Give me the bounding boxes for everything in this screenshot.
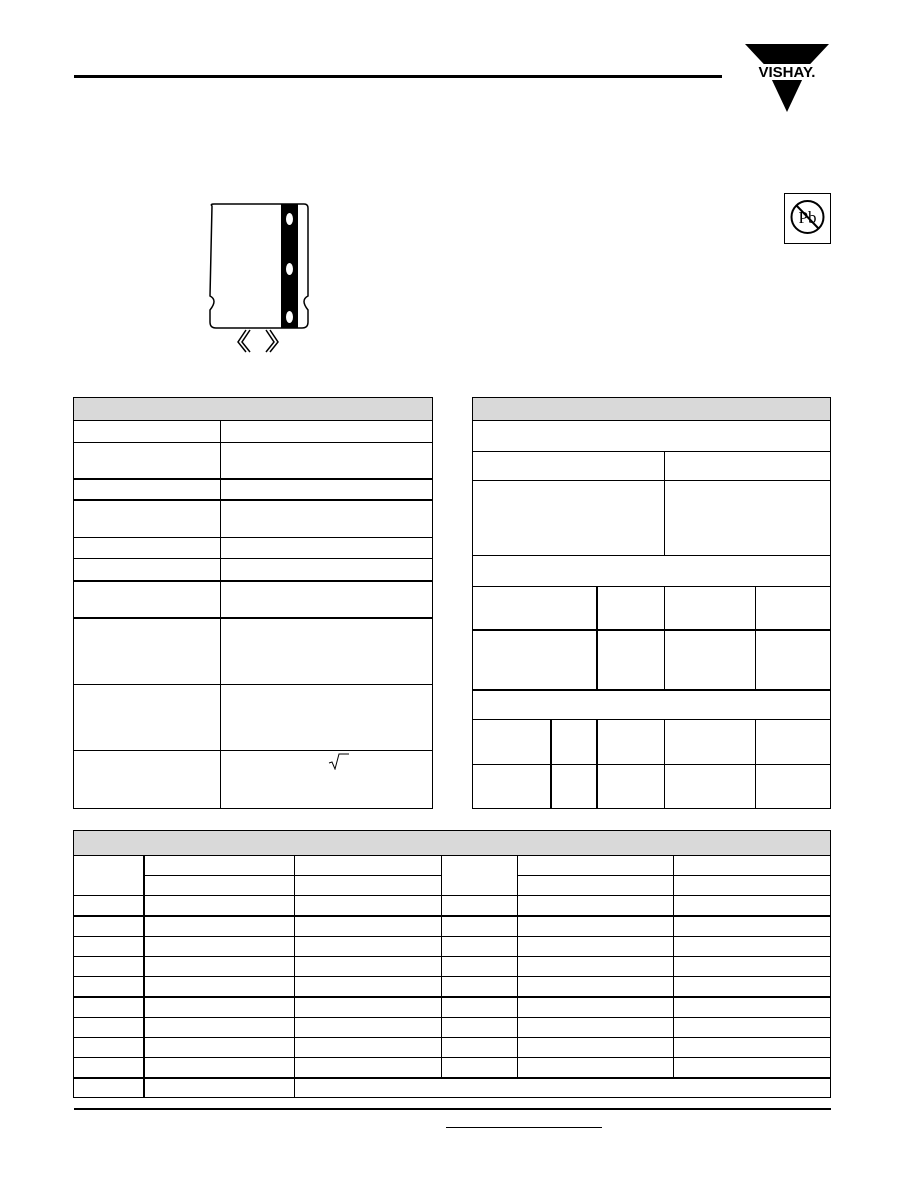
vishay-logo [741,40,833,114]
quick-reference-table-header [74,398,432,421]
footer-link-underline[interactable] [446,1127,602,1128]
square-root-symbol [328,752,350,770]
lead-free-icon [784,193,831,244]
capacitor-illustration [200,200,320,360]
ordering-table [472,397,831,809]
logo-text: VISHAY. [758,64,816,81]
lead-free-badge-text: Pb [798,208,817,227]
header-rule [74,75,722,78]
parts-table [73,830,831,1098]
ordering-table-header [473,398,830,421]
footer-rule [74,1108,831,1110]
parts-table-header [74,831,830,856]
quick-reference-table [73,397,433,809]
